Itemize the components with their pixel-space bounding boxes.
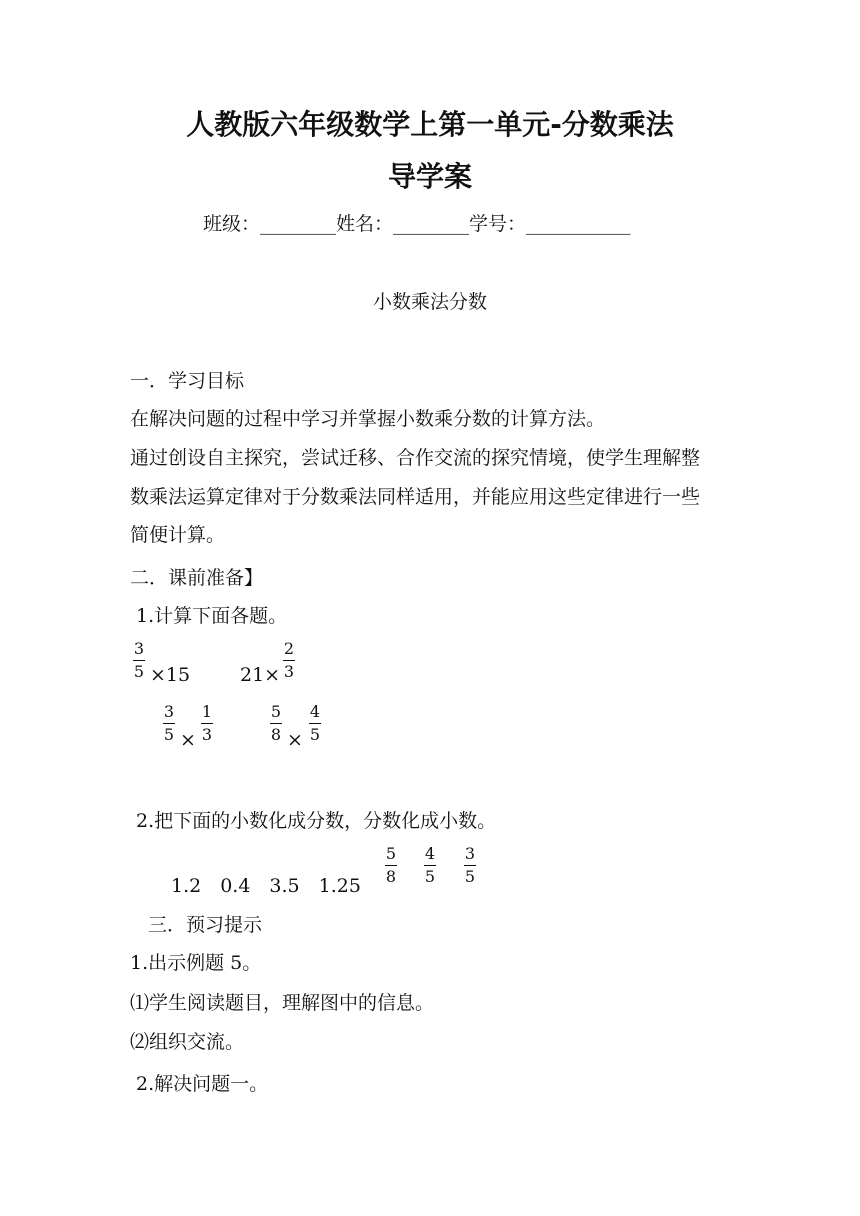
- exercise-2-prompt: 2.把下面的小数化成分数，分数化成小数。: [136, 810, 497, 832]
- section1-heading: 一．学习目标: [130, 370, 245, 392]
- fraction-bar: [385, 865, 397, 866]
- fraction-2-3: [281, 640, 297, 681]
- denominator: 5: [163, 725, 175, 744]
- numerator: 3: [133, 639, 145, 658]
- denominator: 5: [464, 867, 476, 886]
- fraction-bar: [283, 660, 295, 661]
- fraction-bar: [309, 723, 321, 724]
- decimal-list: 1.2 0.4 3.5 1.25: [171, 875, 361, 897]
- goal-1: 在解决问题的过程中学习并掌握小数乘分数的计算方法。: [130, 408, 606, 430]
- goal-2-line1: 通过创设自主探究，尝试迁移、合作交流的探究情境，使学生理解整: [130, 447, 701, 469]
- fraction-bar: [424, 865, 436, 866]
- preview-item-1a: ⑴学生阅读题目，理解图中的信息。: [130, 992, 435, 1014]
- numerator: 3: [163, 702, 175, 721]
- numerator: 4: [309, 702, 321, 721]
- section3-heading: 三．预习提示: [148, 914, 263, 936]
- denominator: 5: [133, 662, 145, 681]
- denominator: 5: [309, 725, 321, 744]
- fraction-4-5: [307, 703, 323, 744]
- lesson-title: 小数乘法分数: [372, 291, 487, 313]
- fraction-3-5: [131, 640, 147, 681]
- numerator: 1: [201, 702, 213, 721]
- fraction-4-5: [422, 845, 438, 886]
- denominator: 8: [270, 725, 282, 744]
- fraction-3-5: [161, 703, 177, 744]
- twenty-one-times: 21×: [240, 664, 281, 686]
- fraction-bar: [201, 723, 213, 724]
- denominator: 3: [201, 725, 213, 744]
- numerator: 3: [464, 844, 476, 863]
- numerator: 5: [270, 702, 282, 721]
- fraction-5-8: [383, 845, 399, 886]
- document-title: 人教版六年级数学上第一单元-分数乘法: [186, 108, 674, 141]
- denominator: 8: [385, 867, 397, 886]
- fraction-bar: [464, 865, 476, 866]
- goal-2-line3: 简便计算。: [130, 524, 226, 546]
- student-info-line: 班级：________姓名：________学号：___________: [203, 213, 631, 235]
- preview-item-1b: ⑵组织交流。: [130, 1031, 245, 1053]
- denominator: 5: [424, 867, 436, 886]
- preview-item-2: 2.解决问题一。: [136, 1073, 269, 1095]
- document-subtitle: 导学案: [387, 160, 472, 193]
- fraction-bar: [163, 723, 175, 724]
- times-sign: ×: [180, 729, 196, 751]
- times-15: ×15: [150, 664, 191, 686]
- exercise-1-prompt: 1.计算下面各题。: [136, 605, 288, 627]
- fraction-3-5: [462, 845, 478, 886]
- numerator: 2: [283, 639, 295, 658]
- denominator: 3: [283, 662, 295, 681]
- fraction-1-3: [199, 703, 215, 744]
- fraction-bar: [133, 660, 145, 661]
- times-sign: ×: [287, 729, 303, 751]
- fraction-5-8: [268, 703, 284, 744]
- fraction-bar: [270, 723, 282, 724]
- goal-2-line2: 数乘法运算定律对于分数乘法同样适用，并能应用这些定律进行一些: [130, 486, 701, 508]
- numerator: 5: [385, 844, 397, 863]
- numerator: 4: [424, 844, 436, 863]
- section2-heading: 二．课前准备】: [130, 567, 264, 589]
- preview-item-1: 1.出示例题 5。: [130, 952, 262, 974]
